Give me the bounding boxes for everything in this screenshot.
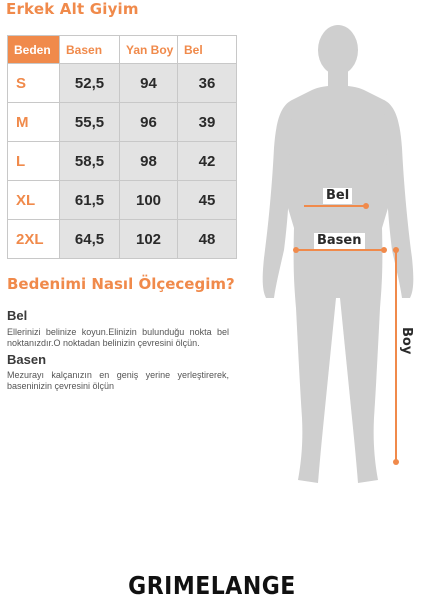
boy-line-start <box>393 247 399 253</box>
bel-line-end <box>363 203 369 209</box>
header-yan-boy: Yan Boy <box>120 36 178 64</box>
bel-cell: 48 <box>178 220 237 259</box>
bel-label: Bel <box>323 188 352 204</box>
basen-line-start <box>293 247 299 253</box>
boy-label: Boy <box>399 327 414 355</box>
left-arm-shape <box>263 100 292 298</box>
table-row <box>8 64 237 103</box>
right-arm-shape <box>384 100 413 298</box>
basen-cell: 64,5 <box>60 220 120 259</box>
bel-cell: 36 <box>178 64 237 103</box>
basen-cell: 61,5 <box>60 181 120 220</box>
yan-boy-cell: 100 <box>120 181 178 220</box>
howto-heading: Bedenimi Nasıl Ölçecegim? <box>7 275 235 293</box>
bel-cell: 42 <box>178 142 237 181</box>
size-cell: L <box>8 142 60 181</box>
header-basen: Basen <box>60 36 120 64</box>
basen-instructions: Mezurayı kalçanızın en geniş yerine yerleştirerek, baseninizin çevresini ölçün <box>7 370 229 391</box>
table-header-row <box>8 36 237 64</box>
table-row <box>8 220 237 259</box>
table-row <box>8 103 237 142</box>
bel-subheading: Bel <box>7 308 28 323</box>
basen-subheading: Basen <box>7 352 47 367</box>
brand-logo: GRIMELANGE <box>128 572 296 601</box>
size-cell: S <box>8 64 60 103</box>
basen-cell: 52,5 <box>60 64 120 103</box>
boy-line-end <box>393 459 399 465</box>
torso-legs-shape <box>283 86 392 484</box>
size-cell: 2XL <box>8 220 60 259</box>
yan-boy-cell: 98 <box>120 142 178 181</box>
size-cell: M <box>8 103 60 142</box>
neck-shape <box>328 70 348 88</box>
basen-label: Basen <box>314 233 365 249</box>
yan-boy-cell: 94 <box>120 64 178 103</box>
bel-instructions: Ellerinizi belinize koyun.Elinizin bulunduğu nokta bel noktanızdır.O noktadan belinizin çevresini ölçün. <box>7 327 229 348</box>
yan-boy-cell: 96 <box>120 103 178 142</box>
bel-cell: 45 <box>178 181 237 220</box>
body-silhouette <box>250 18 420 498</box>
table-row <box>8 181 237 220</box>
size-cell: XL <box>8 181 60 220</box>
size-table <box>7 35 237 259</box>
bel-cell: 39 <box>178 103 237 142</box>
yan-boy-cell: 102 <box>120 220 178 259</box>
page-title: Erkek Alt Giyim <box>6 0 139 18</box>
basen-cell: 58,5 <box>60 142 120 181</box>
table-row <box>8 142 237 181</box>
head-shape <box>318 25 358 75</box>
basen-line-end <box>381 247 387 253</box>
header-bel: Bel <box>178 36 237 64</box>
basen-cell: 55,5 <box>60 103 120 142</box>
header-beden: Beden <box>8 36 60 64</box>
